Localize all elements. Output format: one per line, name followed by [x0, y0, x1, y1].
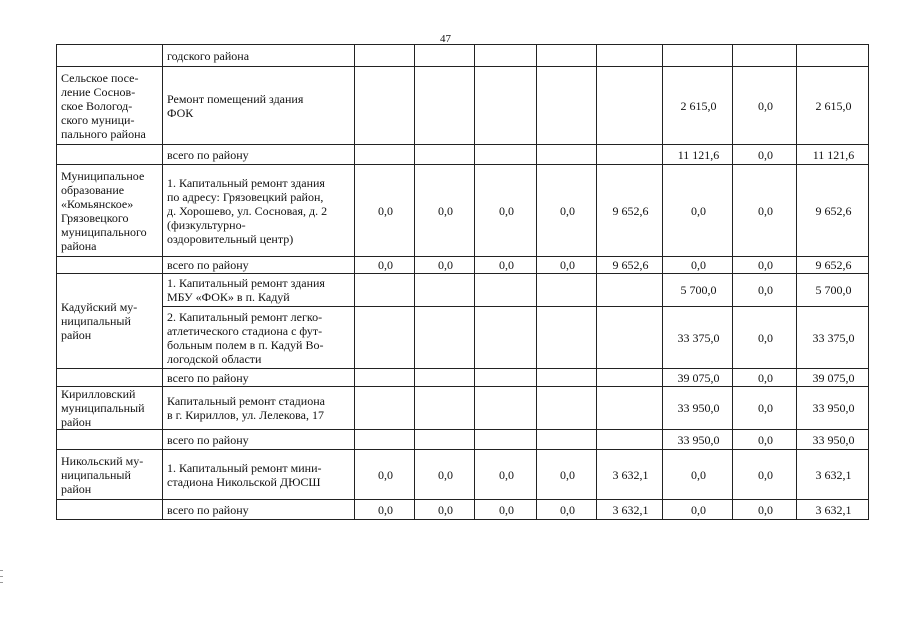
value-cell — [597, 145, 663, 165]
value-cell — [597, 369, 663, 387]
value-cell: 0,0 — [733, 145, 797, 165]
page-number: 47 — [440, 33, 451, 45]
value-cell — [537, 387, 597, 430]
value-cell — [597, 307, 663, 369]
value-cell: 3 632,1 — [597, 450, 663, 500]
value-cell: 0,0 — [415, 165, 475, 257]
value-cell: 9 652,6 — [597, 165, 663, 257]
municipality-cell — [57, 145, 163, 165]
value-cell: 2 615,0 — [663, 67, 733, 145]
table-row — [57, 500, 869, 520]
value-cell — [797, 45, 869, 67]
value-cell: 9 652,6 — [797, 257, 869, 274]
value-cell: 5 700,0 — [797, 274, 869, 307]
value-cell: 0,0 — [355, 257, 415, 274]
value-cell: 0,0 — [733, 165, 797, 257]
value-cell — [415, 145, 475, 165]
object-cell: 1. Капитальный ремонт здания МБУ «ФОК» в п. Кадуй — [163, 274, 355, 307]
municipality-cell — [57, 369, 163, 387]
value-cell — [663, 45, 733, 67]
value-cell: 11 121,6 — [663, 145, 733, 165]
value-cell — [537, 430, 597, 450]
value-cell — [415, 387, 475, 430]
table-row — [57, 450, 869, 500]
table-row — [57, 145, 869, 165]
value-cell: 0,0 — [415, 257, 475, 274]
municipality-cell: Кирилловский муниципальный район — [57, 387, 163, 430]
municipality-cell — [57, 45, 163, 67]
value-cell: 33 950,0 — [663, 430, 733, 450]
municipality-cell: Никольский му- ниципальный район — [57, 450, 163, 500]
value-cell — [355, 67, 415, 145]
value-cell: 39 075,0 — [663, 369, 733, 387]
value-cell: 0,0 — [733, 307, 797, 369]
value-cell — [475, 45, 537, 67]
value-cell — [537, 145, 597, 165]
table-row — [57, 274, 869, 307]
value-cell: 0,0 — [355, 500, 415, 520]
value-cell: 0,0 — [663, 165, 733, 257]
margin-mark — [0, 582, 3, 583]
value-cell — [537, 45, 597, 67]
value-cell: 0,0 — [663, 450, 733, 500]
value-cell — [597, 274, 663, 307]
value-cell: 0,0 — [733, 430, 797, 450]
value-cell — [415, 307, 475, 369]
value-cell — [355, 145, 415, 165]
value-cell: 0,0 — [663, 500, 733, 520]
value-cell: 33 950,0 — [797, 430, 869, 450]
value-cell: 2 615,0 — [797, 67, 869, 145]
value-cell — [355, 430, 415, 450]
value-cell — [475, 274, 537, 307]
municipality-cell — [57, 500, 163, 520]
value-cell — [475, 430, 537, 450]
table-row — [57, 307, 869, 369]
value-cell: 39 075,0 — [797, 369, 869, 387]
value-cell — [355, 307, 415, 369]
value-cell — [475, 369, 537, 387]
value-cell — [355, 369, 415, 387]
value-cell — [537, 369, 597, 387]
total-label: всего по району — [163, 430, 355, 450]
value-cell: 11 121,6 — [797, 145, 869, 165]
total-label: всего по району — [163, 257, 355, 274]
value-cell — [597, 67, 663, 145]
value-cell: 0,0 — [733, 500, 797, 520]
value-cell: 0,0 — [537, 165, 597, 257]
value-cell: 33 950,0 — [797, 387, 869, 430]
value-cell: 0,0 — [475, 450, 537, 500]
table-row — [57, 369, 869, 387]
table-row — [57, 165, 869, 257]
value-cell: 3 632,1 — [797, 500, 869, 520]
value-cell — [733, 45, 797, 67]
table-row — [57, 45, 869, 67]
value-cell: 0,0 — [475, 257, 537, 274]
value-cell: 0,0 — [733, 67, 797, 145]
value-cell — [537, 67, 597, 145]
object-cell: Ремонт помещений здания ФОК — [163, 67, 355, 145]
municipality-cell: Муниципальное образование «Комьянское» Грязовецкого муниципального района — [57, 165, 163, 257]
value-cell — [597, 45, 663, 67]
value-cell: 9 652,6 — [797, 165, 869, 257]
value-cell — [597, 430, 663, 450]
margin-mark — [0, 570, 3, 571]
value-cell — [355, 387, 415, 430]
funding-table — [56, 44, 869, 520]
table-row — [57, 67, 869, 145]
total-label: всего по району — [163, 500, 355, 520]
value-cell: 3 632,1 — [797, 450, 869, 500]
value-cell — [475, 67, 537, 145]
object-cell: 1. Капитальный ремонт здания по адресу: Грязовецкий район, д. Хорошево, ул. Сосновая, д. 2 (физкультурно- оздоровительный центр) — [163, 165, 355, 257]
value-cell — [355, 274, 415, 307]
value-cell: 0,0 — [537, 257, 597, 274]
table-row — [57, 387, 869, 430]
object-cell: Капитальный ремонт стадиона в г. Кириллов, ул. Лелекова, 17 — [163, 387, 355, 430]
value-cell — [415, 430, 475, 450]
value-cell: 0,0 — [537, 500, 597, 520]
value-cell — [415, 67, 475, 145]
value-cell: 5 700,0 — [663, 274, 733, 307]
value-cell — [537, 274, 597, 307]
value-cell: 33 375,0 — [797, 307, 869, 369]
value-cell: 0,0 — [537, 450, 597, 500]
value-cell — [475, 387, 537, 430]
value-cell: 0,0 — [663, 257, 733, 274]
value-cell: 0,0 — [415, 500, 475, 520]
value-cell: 0,0 — [355, 450, 415, 500]
municipality-cell — [57, 257, 163, 274]
object-cell: 2. Капитальный ремонт легко- атлетического стадиона с фут- больным полем в п. Кадуй Во- логодской области — [163, 307, 355, 369]
municipality-cell: Кадуйский му- ниципальный район — [57, 274, 163, 369]
value-cell: 0,0 — [733, 274, 797, 307]
value-cell: 0,0 — [355, 165, 415, 257]
value-cell — [415, 45, 475, 67]
value-cell: 9 652,6 — [597, 257, 663, 274]
value-cell — [415, 274, 475, 307]
value-cell: 0,0 — [733, 450, 797, 500]
value-cell: 0,0 — [415, 450, 475, 500]
table-row — [57, 257, 869, 274]
margin-mark — [0, 576, 3, 577]
municipality-cell: Сельское посе- ление Соснов- ское Вологод- ского муници- пального района — [57, 67, 163, 145]
value-cell: 0,0 — [475, 500, 537, 520]
value-cell: 0,0 — [733, 387, 797, 430]
value-cell: 33 950,0 — [663, 387, 733, 430]
value-cell: 0,0 — [475, 165, 537, 257]
value-cell — [475, 307, 537, 369]
value-cell: 0,0 — [733, 257, 797, 274]
value-cell: 0,0 — [733, 369, 797, 387]
value-cell — [355, 45, 415, 67]
value-cell: 3 632,1 — [597, 500, 663, 520]
value-cell — [415, 369, 475, 387]
value-cell — [475, 145, 537, 165]
object-cell: 1. Капитальный ремонт мини- стадиона Никольской ДЮСШ — [163, 450, 355, 500]
object-cell: годского района — [163, 45, 355, 67]
value-cell: 33 375,0 — [663, 307, 733, 369]
table-row — [57, 430, 869, 450]
value-cell — [597, 387, 663, 430]
total-label: всего по району — [163, 369, 355, 387]
total-label: всего по району — [163, 145, 355, 165]
municipality-cell — [57, 430, 163, 450]
value-cell — [537, 307, 597, 369]
